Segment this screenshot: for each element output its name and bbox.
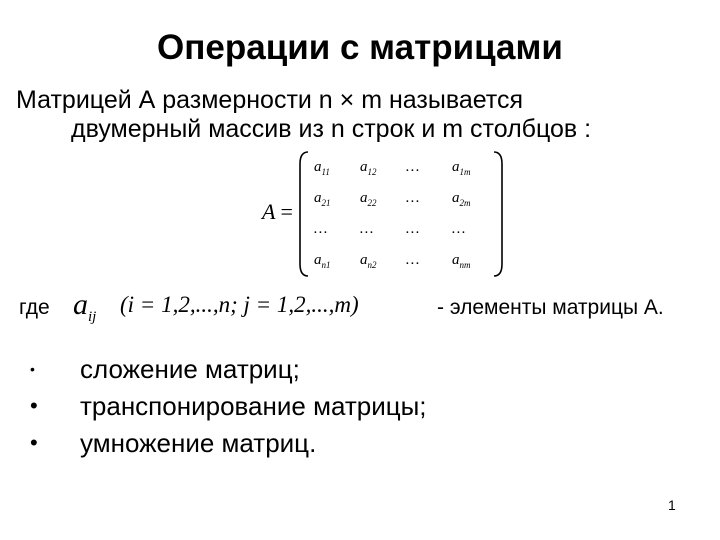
matrix-cell: … [452,221,466,237]
bullet-icon: • [30,361,35,377]
matrix-cell: $a_{2m}$ [452,190,471,208]
slide-title: Операции с матрицами [157,28,563,67]
list-item-text: умножение матриц. [80,428,317,458]
matrix-cell: … [406,252,420,268]
elements-note [0,288,720,332]
matrix-cell: … [406,190,420,206]
list-item [0,426,720,462]
left-bracket [298,150,312,278]
matrix-cell: … [406,221,420,237]
page-number: 1 [668,497,676,513]
matrix-cell: $a_{1m}$ [452,159,471,177]
matrix-cell: $a_{11}$ [314,159,330,177]
matrix-formula [262,150,512,278]
matrix-cell: $a_{22}$ [360,190,377,208]
bullet-icon: • [30,430,38,455]
matrix-cell: $a_{n1}$ [314,252,331,270]
bullet-icon: • [30,393,38,418]
list-item [0,389,720,425]
matrix-cell: … [406,159,420,175]
matrix-cell: $a_{12}$ [360,159,377,177]
list-item-text: транспонирование матрицы; [80,391,427,421]
element-index: ij [88,309,97,325]
matrix-cell: $a_{n2}$ [360,252,377,270]
list-item-text: сложение матриц; [80,354,300,384]
element-letter: a [73,288,88,321]
matrix-definition [16,86,706,144]
definition-line-2: двумерный массив из n строк и m столбцов : [71,115,592,143]
matrix-cell: $a_{nm}$ [452,252,471,270]
matrix-cell: … [314,221,328,237]
index-ranges: (i = 1,2,...,n; j = 1,2,...,m) [120,292,359,317]
list-item [0,352,720,388]
definition-line-1: Матрицей А размерности n × m называется [16,86,524,114]
matrix-name: A [262,199,276,224]
where-label: где [19,296,50,319]
matrix-cell: $a_{21}$ [314,190,331,208]
matrix-cell: … [360,221,374,237]
elements-description: - элементы матрицы А. [437,296,664,319]
matrix-lhs [262,199,293,225]
equals-sign: = [280,199,293,224]
element-symbol [73,288,96,326]
